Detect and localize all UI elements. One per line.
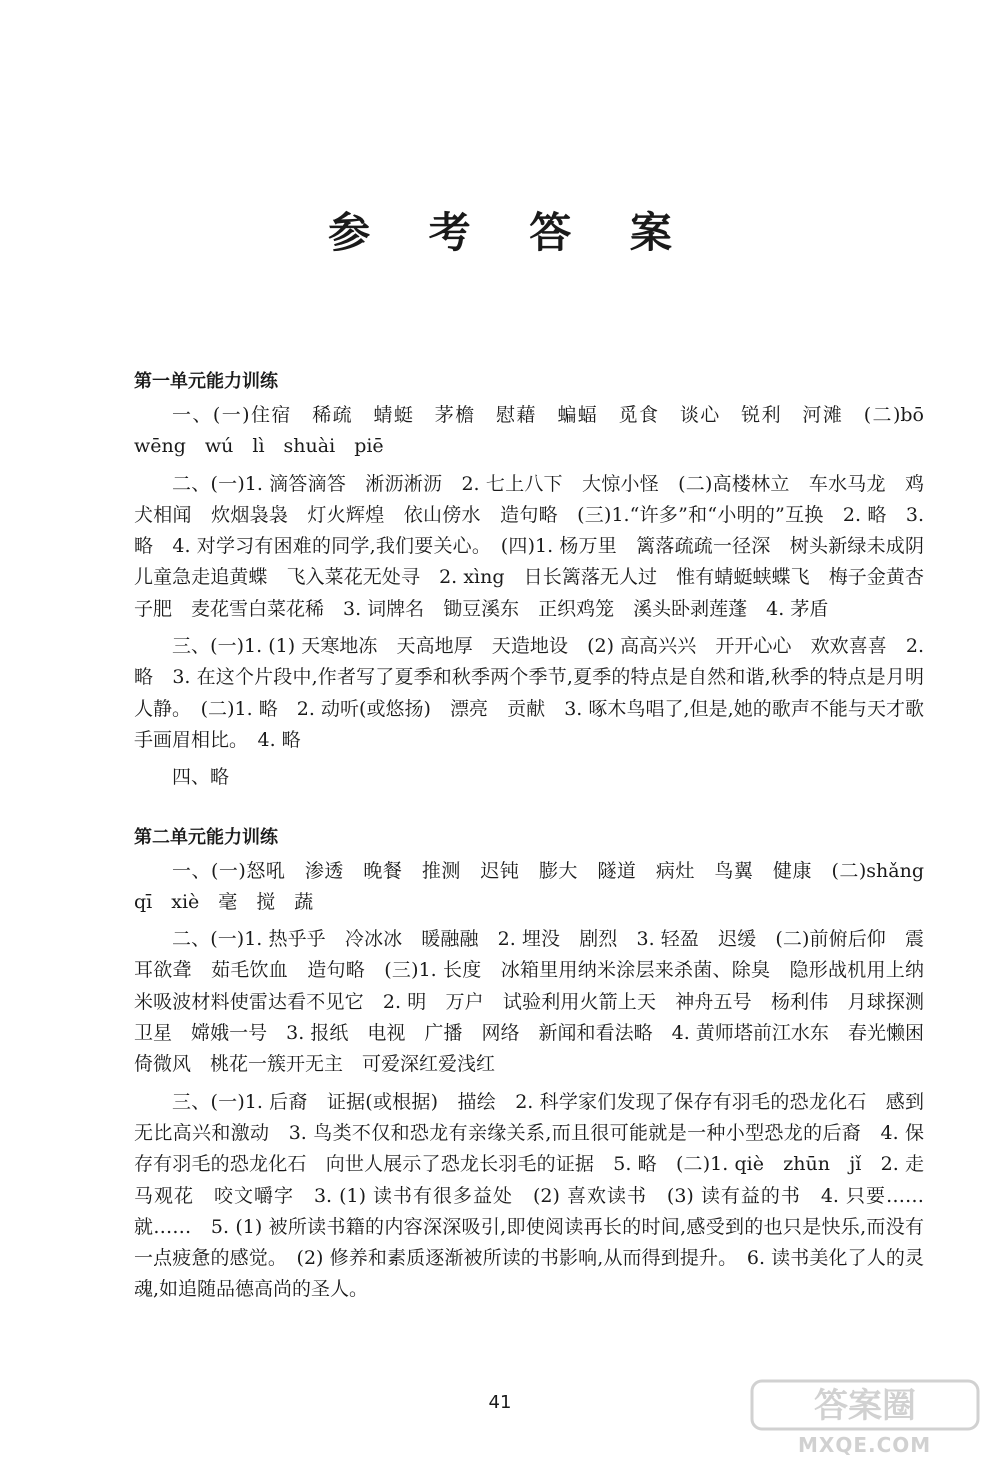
unit-2-section <box>134 824 944 1306</box>
unit-2-part-1: 一、(一)怒吼 渗透 晚餐 推测 迟钝 膨大 隧道 病灶 鸟翼 健康 (二)shǎng qī xiè 毫 搅 蔬 <box>134 859 944 913</box>
unit-2-part-3: 三、(一)1. 后裔 证据(或根据) 描绘 2. 科学家们发现了保存有羽毛的恐龙化石 感到无比高兴和激动 3. 鸟类不仅和恐龙有亲缘关系,而且很可能就是一种小型恐龙的后裔 4. 保存有羽毛的恐龙化石 向世人展示了恐龙长羽毛的证据 5. 略 (二)1. qiè zhūn jǐ 2. 走马观花 咬文嚼字 3. (1) 读书有很多益处 (2) 喜欢读书 (3) 读有益的书 4. 只要……就…… 5. (1) 被所读书籍的内容深深吸引,即使阅读再长的时间,感受到的也只是快乐,而没有一点疲惫的感觉。 (2) 修养和素质逐渐被所读的书影响,从而得到提升。 6. 读书美化了人的灵魂,如追随品德高尚的圣人。 <box>134 1090 924 1301</box>
watermark <box>750 1377 980 1461</box>
unit-2-heading: 第二单元能力训练 <box>134 826 278 848</box>
watermark-logo-text: 答案圈 <box>814 1386 916 1426</box>
page-number: 41 <box>488 1392 512 1413</box>
watermark-url: MXQE.COM <box>798 1433 932 1457</box>
unit-2-part-2: 二、(一)1. 热乎乎 冷冰冰 暖融融 2. 埋没 剧烈 3. 轻盈 迟缓 (二)前俯后仰 震耳欲聋 茹毛饮血 造句略 (三)1. 长度 冰箱里用纳米涂层来杀菌、除臭 隐形战机用上纳米吸波材料使雷达看不见它 2. 明 万户 试验利用火箭上天 神舟五号 杨利伟 月球探测卫星 嫦娥一号 3. 报纸 电视 广播 网络 新闻和看法略 4. 黄师塔前江水东 春光懒困倚微风 桃花一簇开无主 可爱深红爱浅红 <box>134 928 924 1076</box>
unit-1-part-4: 四、略 <box>172 766 230 789</box>
unit-1-section <box>134 368 944 794</box>
watermark-logo <box>750 1377 980 1433</box>
unit-1-part-2: 二、(一)1. 滴答滴答 淅沥淅沥 2. 七上八下 大惊小怪 (二)高楼林立 车水马龙 鸡犬相闻 炊烟袅袅 灯火辉煌 依山傍水 造句略 (三)1.“许多”和“小明的”互换 2. 略 3. 略 4. 对学习有困难的同学,我们要关心。 (四)1. 杨万里 篱落疏疏一径深 树头新绿未成阴 儿童急走追黄蝶 飞入菜花无处寻 2. xìng 日长篱落无人过 惟有蜻蜓蛱蝶飞 梅子金黄杏子肥 麦花雪白菜花稀 3. 词牌名 锄豆溪东 正织鸡笼 溪头卧剥莲蓬 4. 茅盾 <box>134 472 944 620</box>
unit-1-part-3: 三、(一)1. (1) 天寒地冻 天高地厚 天造地设 (2) 高高兴兴 开开心心 欢欢喜喜 2. 略 3. 在这个片段中,作者写了夏季和秋季两个季节,夏季的特点是自然和谐,秋季的特点是月明人静。 (二)1. 略 2. 动听(或悠扬) 漂亮 贡献 3. 啄木鸟唱了,但是,她的歌声不能与天才歌手画眉相比。 4. 略 <box>134 635 924 751</box>
page-title: 参 考 答 案 <box>328 208 694 257</box>
unit-1-heading: 第一单元能力训练 <box>134 371 278 392</box>
unit-1-part-1: 一、(一)住宿 稀疏 蜻蜓 茅檐 慰藉 蝙蝠 觅食 谈心 锐利 河滩 (二)bō wēng wú lì shuài piē <box>134 404 944 458</box>
answer-content <box>134 368 944 1336</box>
